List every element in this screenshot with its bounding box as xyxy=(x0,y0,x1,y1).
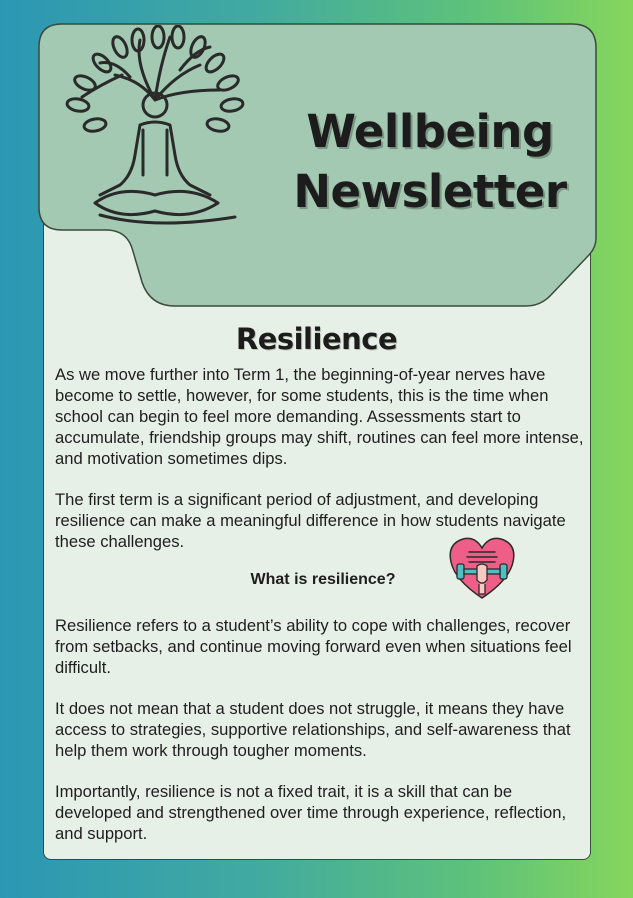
paragraph-skill: Importantly, resilience is not a fixed trait, it is a skill that can be developed and strengthened over time through experience, reflection, and support. xyxy=(55,782,567,843)
title-line-2: Newsletter xyxy=(293,165,567,218)
newsletter-title xyxy=(260,102,600,222)
section-title: Resilience xyxy=(235,322,398,356)
heart-dumbbell-icon xyxy=(447,536,517,602)
paragraph-intro: As we move further into Term 1, the beginning-of-year nerves have become to settle, however, for some students, this is the time when school can begin to feel more demanding. Assessments start to accumulate, friendship groups may shift, routines can feel more intense, and motivation sometimes dips. xyxy=(55,365,584,468)
paragraph-adjustment: The first term is a significant period of adjustment, and developing resilience can make a meaningful difference in how students navigate these challenges. xyxy=(55,490,566,551)
paragraph-definition: Resilience refers to a student’s ability to cope with challenges, recover from setbacks, and continue moving forward even when situations feel difficult. xyxy=(55,616,572,677)
meditating-tree-person-icon xyxy=(60,25,250,235)
title-line-1: Wellbeing xyxy=(306,105,554,158)
subheading: What is resilience? xyxy=(250,571,396,588)
paragraph-struggle: It does not mean that a student does not struggle, it means they have access to strategies, supportive relationships, and self-awareness that help them work through tougher moments. xyxy=(55,699,571,760)
